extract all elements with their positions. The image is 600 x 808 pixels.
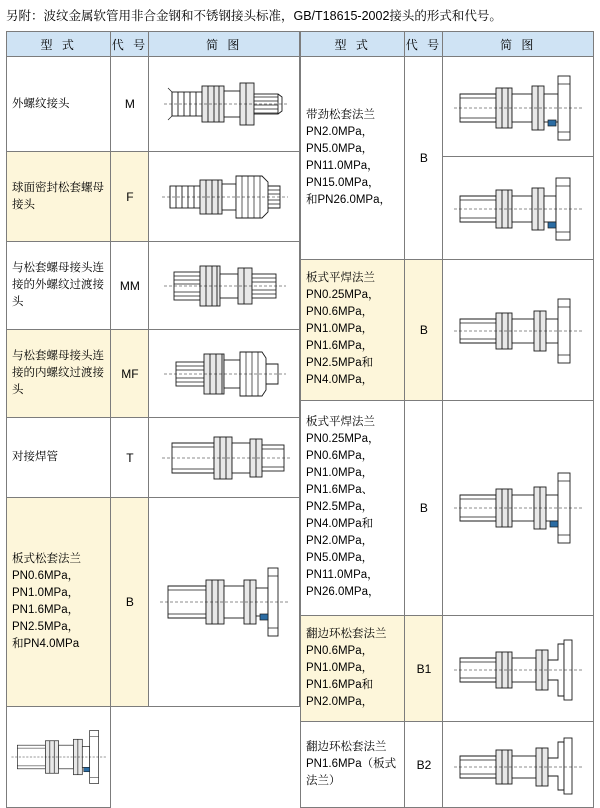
row-type-name	[301, 722, 405, 808]
table-row	[7, 152, 300, 242]
header-type: 型 式	[7, 32, 111, 57]
figure-male-thread-transition-fitting	[149, 242, 300, 330]
header-figure: 简 图	[149, 32, 300, 57]
table-row	[301, 616, 594, 722]
row-type-line: 板式松套法兰	[12, 553, 81, 565]
row-code: B	[405, 400, 443, 616]
row-type-line: 翻边环松套法兰	[306, 628, 387, 641]
row-type-line: PN0.25MPa，PN0.6MPa，	[306, 433, 380, 463]
table-row	[7, 498, 300, 707]
table-row	[301, 722, 594, 808]
row-type-line: PN1.0MPa，PN1.6MPa、	[306, 467, 374, 497]
figure-ribbed-lap-flange-b	[443, 157, 594, 259]
row-code: B	[405, 259, 443, 400]
row-code: MF	[111, 330, 149, 418]
row-type-line: 板式平焊法兰	[306, 416, 375, 429]
row-type-name	[301, 400, 405, 616]
row-code: MM	[111, 242, 149, 330]
row-type-line: PN2.5MPa和PN4.0MPa，	[306, 357, 374, 387]
row-type-line: PN1.6MPa和PN2.0MPa，	[306, 679, 374, 709]
row-type-line: PN0.6MPa，PN1.0MPa，	[306, 645, 374, 675]
row-type-line: PN11.0MPa，PN15.0MPa，	[306, 159, 380, 189]
row-type-line: PN11.0MPa，PN26.0MPa，	[306, 569, 380, 599]
row-code: B2	[405, 722, 443, 808]
row-type-name	[301, 259, 405, 400]
table-row	[7, 418, 300, 498]
table-row	[301, 259, 594, 400]
table-header-row	[301, 32, 594, 57]
table-row-continued	[7, 707, 300, 808]
row-type-name: 对接焊管	[7, 418, 111, 498]
row-code: F	[111, 152, 149, 242]
row-type-name: 球面密封松套螺母接头	[7, 152, 111, 242]
row-type-line: PN2.0MPa，PN5.0MPa，	[306, 535, 374, 565]
header-code: 代 号	[405, 32, 443, 57]
row-type-line: PN1.6MPa（板式法兰）	[306, 758, 397, 788]
figure-female-thread-transition-fitting	[149, 330, 300, 418]
row-type-line: PN1.6MPa，PN2.5MPa，	[12, 604, 80, 633]
table-header-row	[7, 32, 300, 57]
header-figure: 简 图	[443, 32, 594, 57]
figure-plate-flat-weld-flange-a	[443, 259, 594, 400]
page-caption: 另附：波纹金属软管用非合金钢和不锈钢接头标准，GB/T18615-2002接头的形式和代号。	[6, 9, 502, 23]
row-type-line: PN1.0MPa，PN1.6MPa，	[306, 323, 374, 353]
row-type-name: 外螺纹接头	[7, 57, 111, 152]
row-type-line: 和PN4.0MPa	[12, 638, 80, 650]
tables-container	[6, 31, 594, 808]
row-type-name: 与松套螺母接头连接的内螺纹过渡接头	[7, 330, 111, 418]
row-type-line: 板式平焊法兰	[306, 272, 375, 285]
table-row	[301, 57, 594, 157]
row-type-line: 和PN26.0MPa，	[306, 193, 392, 206]
row-type-line: PN0.25MPa，PN0.6MPa，	[306, 289, 380, 319]
figure-male-thread-fitting	[149, 57, 300, 152]
row-type-name	[7, 498, 111, 707]
figure-plate-lap-joint-flange-a	[149, 498, 300, 707]
table-row	[7, 57, 300, 152]
header-type: 型 式	[301, 32, 405, 57]
row-type-name: 与松套螺母接头连接的外螺纹过渡接头	[7, 242, 111, 330]
row-type-line: PN2.0MPa，PN5.0MPa，	[306, 125, 374, 155]
row-code: B	[405, 57, 443, 260]
row-code: M	[111, 57, 149, 152]
figure-spherical-seal-union-nut-fitting	[149, 152, 300, 242]
table-row	[301, 400, 594, 616]
fittings-table-left	[6, 31, 300, 808]
figure-butt-weld-pipe	[149, 418, 300, 498]
figure-ribbed-lap-flange-a	[443, 57, 594, 157]
fittings-table-right	[300, 31, 594, 808]
figure-flared-ring-lap-flange-b2	[443, 722, 594, 808]
row-type-line: 带劲松套法兰	[306, 108, 375, 121]
row-type-line: PN0.6MPa，PN1.0MPa，	[12, 570, 80, 599]
figure-plate-lap-joint-flange-b	[7, 707, 111, 808]
row-type-line: 翻边环松套法兰	[306, 741, 387, 754]
row-code: B	[111, 498, 149, 707]
row-code: T	[111, 418, 149, 498]
row-type-line: PN2.5MPa，PN4.0MPa和	[306, 501, 374, 531]
row-type-name	[301, 616, 405, 722]
figure-plate-flat-weld-flange-b	[443, 400, 594, 616]
table-row	[7, 330, 300, 418]
table-row	[7, 242, 300, 330]
row-code: B1	[405, 616, 443, 722]
header-code: 代 号	[111, 32, 149, 57]
figure-flared-ring-lap-flange-b1	[443, 616, 594, 722]
row-type-name	[301, 57, 405, 260]
